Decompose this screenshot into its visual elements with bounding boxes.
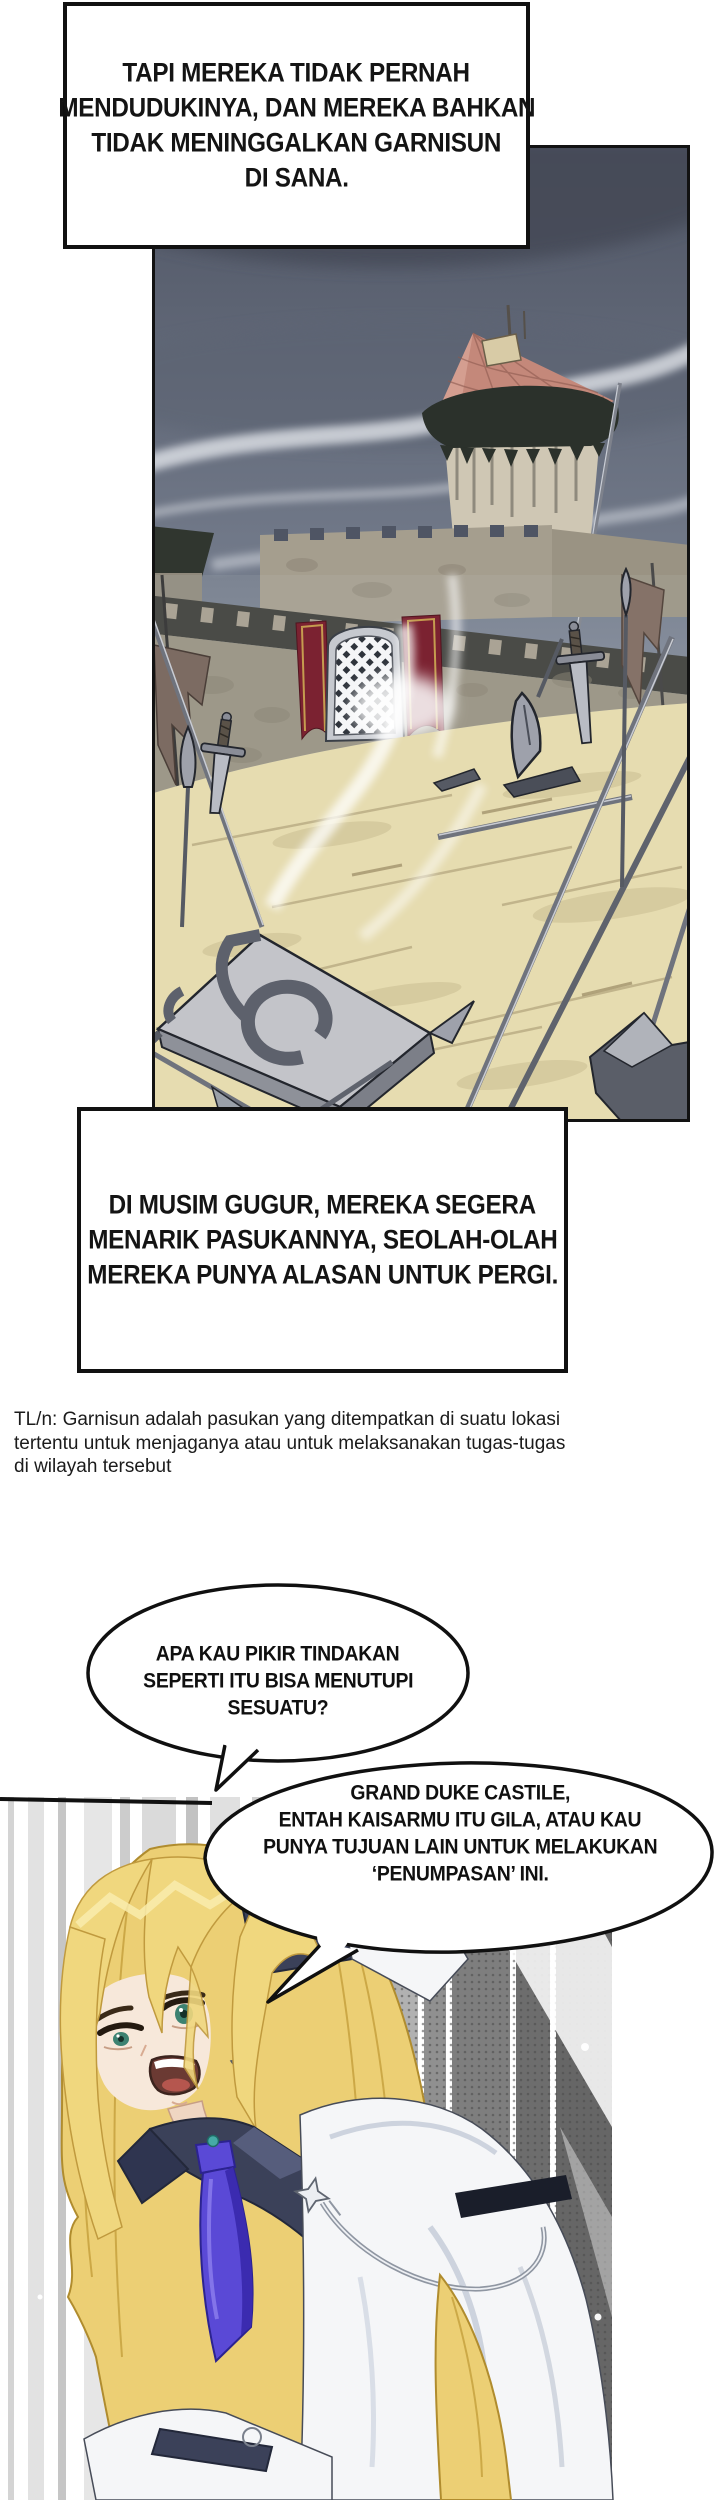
speech-line: PUNYA TUJUAN LAIN UNTUK MELAKUKAN (262, 1835, 658, 1859)
speech-line: SESUATU? (227, 1696, 329, 1720)
castle-gate (296, 615, 452, 741)
narration-box-2 (77, 1107, 568, 1373)
narration-line: MENDUDUKINYA, DAN MEREKA BAHKAN (58, 92, 535, 123)
speech-line: ‘PENUMPASAN’ INI. (371, 1862, 549, 1886)
translator-note-line: tertentu untuk menjaganya atau untuk melaksanakan tugas-tugas (14, 1432, 566, 1454)
speech-bubble-1-text (98, 1641, 458, 1722)
tie-gem (208, 2136, 219, 2147)
castle-illustration (152, 145, 690, 1122)
narration-line: TAPI MEREKA TIDAK PERNAH (122, 57, 471, 88)
narration-line: DI MUSIM GUGUR, MEREKA SEGERA (108, 1189, 537, 1220)
translator-note-line: TL/n: Garnisun adalah pasukan yang ditempatkan di suatu lokasi (14, 1409, 561, 1430)
translator-note (14, 1408, 614, 1479)
speech-line: ENTAH KAISARMU ITU GILA, ATAU KAU (278, 1808, 642, 1832)
narration-line: MEREKA PUNYA ALASAN UNTUK PERGI. (87, 1259, 558, 1290)
narration-line: DI SANA. (244, 162, 349, 193)
narration-line: TIDAK MENINGGALKAN GARNISUN (91, 127, 502, 158)
bubble-tail (268, 1943, 358, 2002)
speech-line: SEPERTI ITU BISA MENUTUPI (142, 1669, 414, 1693)
speech-line: GRAND DUKE CASTILE, (350, 1781, 570, 1805)
castle-panel (152, 145, 690, 1122)
narration-line: MENARIK PASUKANNYA, SEOLAH-OLAH (87, 1224, 558, 1255)
speech-bubble-2-text (230, 1780, 690, 1888)
narration-box-1 (58, 2, 535, 249)
translator-note-line: di wilayah tersebut (14, 1456, 172, 1477)
speech-line: APA KAU PIKIR TINDAKAN (156, 1642, 400, 1666)
